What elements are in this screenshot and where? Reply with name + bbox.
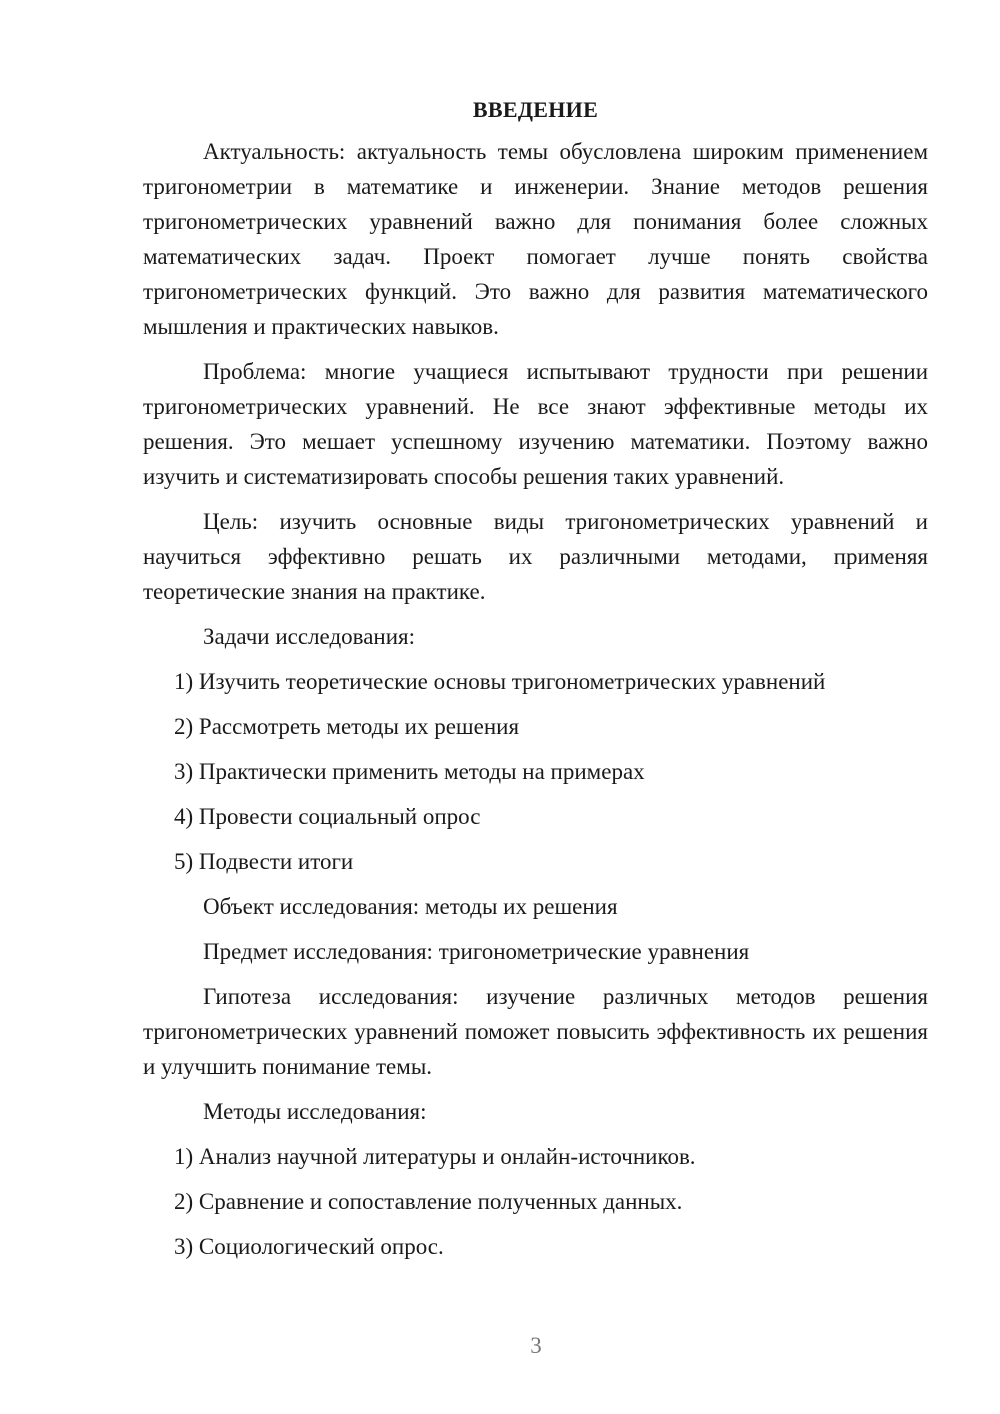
methods-list bbox=[143, 1139, 928, 1264]
methods-heading: Методы исследования: bbox=[203, 1099, 427, 1124]
relevance-paragraph: Актуальность: актуальность темы обусловлена широким применением тригонометрии в математике и инженерии. Знание методов решения тригонометрических уравнений важно для понимания более сложных математических задач. Проект помогает лучше понять свойства тригонометрических функций. Это важно для развития математического мышления и практических навыков. bbox=[143, 139, 928, 339]
tasks-heading: Задачи исследования: bbox=[203, 624, 416, 649]
list-item: 1) Изучить теоретические основы тригонометрических уравнений bbox=[174, 669, 826, 694]
hypothesis-paragraph: Гипотеза исследования: изучение различных методов решения тригонометрических уравнений поможет повысить эффективность их решения и улучшить понимание темы. bbox=[143, 984, 928, 1079]
list-item: 5) Подвести итоги bbox=[174, 849, 354, 874]
list-item: 1) Анализ научной литературы и онлайн-источников. bbox=[174, 1144, 696, 1169]
list-item: 4) Провести социальный опрос bbox=[174, 804, 481, 829]
subject-paragraph: Предмет исследования: тригонометрические уравнения bbox=[203, 939, 750, 964]
list-item: 3) Социологический опрос. bbox=[174, 1234, 444, 1259]
page-number: 3 bbox=[530, 1333, 542, 1358]
object-paragraph: Объект исследования: методы их решения bbox=[203, 894, 618, 919]
document-page bbox=[143, 94, 928, 1274]
list-item: 3) Практически применить методы на примерах bbox=[174, 759, 645, 784]
list-item: 2) Рассмотреть методы их решения bbox=[174, 714, 520, 739]
tasks-list bbox=[143, 664, 928, 879]
goal-paragraph: Цель: изучить основные виды тригонометрических уравнений и научиться эффективно решать их различными методами, применяя теоретические знания на практике. bbox=[143, 509, 928, 604]
list-item: 2) Сравнение и сопоставление полученных данных. bbox=[174, 1189, 683, 1214]
section-title: ВВЕДЕНИЕ bbox=[472, 97, 599, 122]
problem-paragraph: Проблема: многие учащиеся испытывают трудности при решении тригонометрических уравнений. Не все знают эффективные методы их решения. Это мешает успешному изучению математики. Поэтому важно изучить и систематизировать способы решения таких уравнений. bbox=[143, 359, 928, 489]
